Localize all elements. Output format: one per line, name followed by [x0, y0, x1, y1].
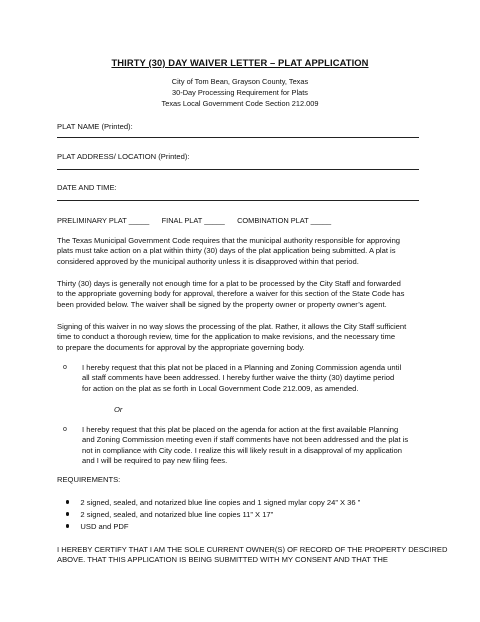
paragraph-line: to prepare the documents for approval by the appropriate governing body.	[57, 342, 305, 352]
paragraph-municipal-code	[57, 236, 423, 267]
plat-type-row	[57, 216, 331, 226]
paragraph-line: time to conduct a thorough review, time for the application to make revisions, and the necessary time	[57, 332, 396, 342]
paragraph-line: Thirty (30) days is generally not enough time for a plat to be processed by the City Staff and forwarded	[57, 279, 401, 288]
requirement-item	[66, 522, 129, 532]
bullet-icon	[66, 512, 69, 515]
subtitle-city: City of Tom Bean, Grayson County, Texas	[171, 77, 309, 86]
option-line: for action on the plat as se forth in Local Government Code 212.009, as amended.	[82, 383, 359, 393]
paragraph-line: The Texas Municipal Government Code requires that the municipal authority responsible for approving	[57, 236, 401, 245]
requirement-item	[66, 510, 273, 520]
paragraph-thirty-days	[57, 279, 423, 310]
subtitle-requirement: 30-Day Processing Requirement for Plats	[172, 88, 308, 97]
option-line: and Zoning Commission meeting even if staff comments have not been addressed and the plat is	[82, 435, 409, 445]
preliminary-plat-option[interactable]: PRELIMINARY PLAT _____	[57, 216, 150, 225]
bullet-icon	[66, 524, 69, 527]
option-2-checkbox[interactable]: o	[63, 426, 67, 433]
or-separator: Or	[114, 405, 123, 414]
paragraph-line: considered approved by the municipal authority unless it is disapproved within that period.	[57, 256, 359, 266]
paragraph-signing-waiver	[57, 322, 423, 353]
option-line: and I will be required to pay new filing fees.	[82, 456, 228, 466]
requirement-item	[66, 498, 360, 508]
date-time-label: DATE AND TIME:	[57, 183, 117, 192]
bullet-icon	[66, 500, 69, 503]
option-line: all staff comments have been addressed. I hereby further waive the thirty (30) daytime period	[82, 373, 395, 383]
requirement-text: 2 signed, sealed, and notarized blue line copies 11” X 17”	[80, 510, 274, 519]
date-time-line[interactable]	[57, 200, 419, 201]
plat-address-line[interactable]	[57, 169, 419, 170]
certification-statement	[57, 545, 448, 566]
option-2-text	[82, 425, 422, 467]
option-1-checkbox[interactable]: o	[63, 364, 67, 371]
plat-address-label: PLAT ADDRESS/ LOCATION (Printed):	[57, 152, 190, 161]
final-plat-option[interactable]: FINAL PLAT _____	[161, 216, 225, 225]
plat-name-line[interactable]	[57, 137, 419, 138]
option-line: not in compliance with City code. I realize this will likely result in a disapproval of my application	[82, 445, 402, 455]
option-line: I hereby request that this plat not be placed in a Planning and Zoning Commission agenda until	[82, 363, 402, 372]
certification-line: ABOVE. THAT THIS APPLICATION IS BEING SUBMITTED WITH MY CONSENT AND THAT THE	[57, 555, 388, 565]
subtitle-code-section: Texas Local Government Code Section 212.009	[161, 99, 319, 108]
paragraph-line: been provided below. The waiver shall be signed by the property owner or property owner’s agent.	[57, 299, 387, 309]
option-line: I hereby request that this plat be placed on the agenda for action at the first available Planning	[82, 425, 399, 434]
paragraph-line: to the appropriate governing body for approval, therefore a waiver for this section of the State Code has	[57, 289, 405, 299]
plat-name-label: PLAT NAME (Printed):	[57, 122, 133, 131]
requirement-text: USD and PDF	[80, 522, 129, 531]
combination-plat-option[interactable]: COMBINATION PLAT _____	[237, 216, 332, 225]
document-title: THIRTY (30) DAY WAIVER LETTER – PLAT APPLICATION	[111, 57, 369, 68]
requirements-label: REQUIREMENTS:	[57, 475, 121, 484]
requirement-text: 2 signed, sealed, and notarized blue line copies and 1 signed mylar copy 24” X 36 ”	[80, 498, 361, 507]
paragraph-line: plats must take action on a plat within thirty (30) days of the plat application being submitted. A plat is	[57, 246, 396, 256]
paragraph-line: Signing of this waiver in no way slows the processing of the plat. Rather, it allows the City Staff sufficient	[57, 322, 407, 331]
certification-line: I HEREBY CERTIFY THAT I AM THE SOLE CURRENT OWNER(S) OF RECORD OF THE PROPERTY DESCIRED	[57, 545, 448, 554]
option-1-text	[82, 363, 422, 394]
